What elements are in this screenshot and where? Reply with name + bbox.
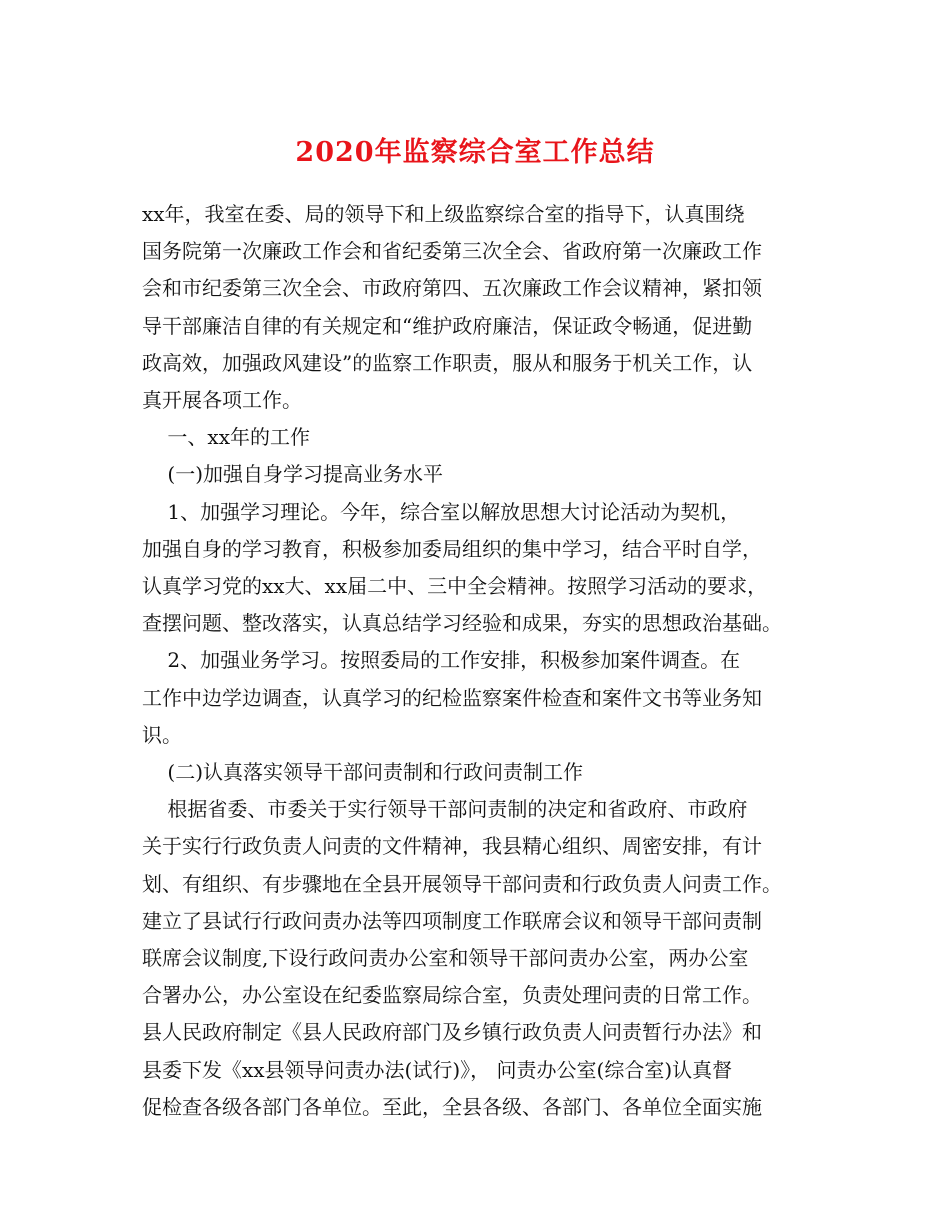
text-line: 认真学习党的xx大、xx届二中、三中全会精神。按照学习活动的要求， — [142, 574, 768, 599]
text-line: 政高效，加强政风建设”的监察工作职责，服从和服务于机关工作，认 — [142, 350, 753, 375]
subsection-heading: (一)加强自身学习提高业务水平 — [142, 462, 444, 487]
text-line: 加强自身的学习教育，积极参加委局组织的集中学习，结合平时自学， — [142, 536, 762, 561]
text-line: 会和市纪委第三次全会、市政府第四、五次廉政工作会议精神，紧扣领 — [142, 276, 762, 301]
text-line: 根据省委、市委关于实行领导干部问责制的决定和省政府、市政府 — [142, 797, 748, 822]
text-line: 合署办公，办公室设在纪委监察局综合室，负责处理问责的日常工作。 — [142, 983, 762, 1008]
document-body — [142, 196, 818, 1126]
text-line: 识。 — [142, 722, 182, 747]
text-line: 关于实行行政负责人问责的文件精神，我县精心组织、周密安排，有计 — [142, 834, 762, 859]
subsection-heading: (二)认真落实领导干部问责制和行政问责制工作 — [142, 760, 584, 785]
document-title: 2020年监察综合室工作总结 — [295, 137, 655, 168]
text-line: 县委下发《xx县领导问责办法(试行)》， 问责办公室(综合室)认真督 — [142, 1057, 733, 1082]
text-line: 促检查各级各部门各单位。至此，全县各级、各部门、各单位全面实施 — [142, 1094, 762, 1119]
text-line: 2、加强业务学习。按照委局的工作安排，积极参加案件调查。在 — [142, 648, 741, 673]
text-line: 导干部廉洁自律的有关规定和“维护政府廉洁，保证政令畅通，促进勤 — [142, 313, 753, 338]
text-line: xx年，我室在委、局的领导下和上级监察综合室的指导下，认真围绕 — [142, 202, 745, 226]
section-heading: 一、xx年的工作 — [142, 425, 310, 450]
text-line: 工作中边学边调查，认真学习的纪检监察案件检查和案件文书等业务知 — [142, 685, 762, 710]
text-line: 真开展各项工作。 — [142, 388, 302, 413]
text-line: 建立了县试行行政问责办法等四项制度工作联席会议和领导干部问责制 — [142, 908, 762, 933]
text-line: 国务院第一次廉政工作会和省纪委第三次全会、省政府第一次廉政工作 — [142, 239, 762, 264]
text-line: 1、加强学习理论。今年，综合室以解放思想大讨论活动为契机， — [142, 499, 741, 524]
text-line: 县人民政府制定《县人民政府部门及乡镇行政负责人问责暂行办法》和 — [142, 1020, 762, 1045]
text-line: 联席会议制度,下设行政问责办公室和领导干部问责办公室，两办公室 — [142, 946, 749, 971]
text-line: 查摆问题、整改落实，认真总结学习经验和成果，夯实的思想政治基础。 — [142, 611, 782, 636]
text-line: 划、有组织、有步骤地在全县开展领导干部问责和行政负责人问责工作。 — [142, 871, 782, 896]
